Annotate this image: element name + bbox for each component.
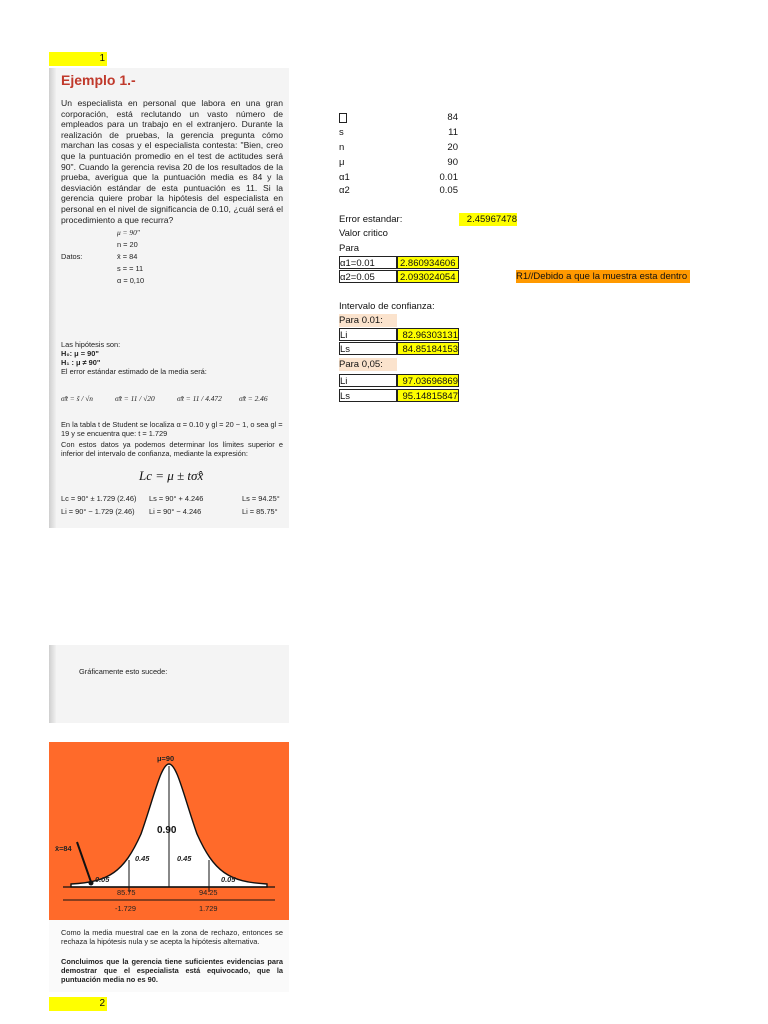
t-right-value: 1.729: [199, 904, 218, 913]
var-label-xbar[interactable]: [339, 111, 347, 124]
dato-mu: μ = 90": [117, 228, 140, 237]
calc-li-result: Li = 85.75°: [242, 507, 278, 516]
null-hypothesis: H₀: μ = 90": [61, 349, 99, 358]
example-title: Ejemplo 1.-: [61, 72, 136, 88]
right-mid-area: 0.45: [177, 854, 192, 863]
calc-ls-result: Ls = 94.25°: [242, 494, 280, 503]
graph-caption: Gráficamente esto sucede:: [79, 667, 168, 676]
var-label-mu[interactable]: μ: [339, 157, 345, 168]
var-value-xbar[interactable]: 84: [447, 112, 458, 123]
t-left-value: -1.729: [115, 904, 136, 913]
int2-li-label[interactable]: Li: [339, 374, 397, 387]
para-005-label[interactable]: Para 0,05:: [339, 358, 397, 371]
calc-ls-step: Ls = 90° + 4.246: [149, 494, 204, 503]
example-scan: [49, 68, 289, 528]
crit-label-1[interactable]: α1=0.01: [339, 256, 397, 269]
var-value-alpha1[interactable]: 0.01: [439, 172, 458, 183]
var-label-s[interactable]: s: [339, 127, 344, 138]
se-formula-1: σ̂x̄ = ŝ / √n: [61, 394, 93, 403]
missing-glyph-icon: [339, 113, 347, 123]
conclusion-rejection: Como la media muestral cae en la zona de rechazo, entonces se rechaza la hipótesis nula y se acepta la hipótesis alternativa.: [61, 928, 283, 947]
calc-li: Li = 90° − 1.729 (2.46): [61, 507, 135, 516]
page-marker-2: 2: [49, 997, 107, 1011]
int1-ls-value[interactable]: 84.85184153: [397, 342, 459, 355]
se-formula-2: σ̂x̄ = 11 / √20: [115, 394, 155, 403]
se-formula-4: σ̂x̄ = 2.46: [239, 394, 268, 403]
int2-ls-value[interactable]: 95.14815847: [397, 389, 459, 402]
r1-note[interactable]: R1//Debido a que la muestra esta dentro: [516, 270, 690, 283]
calc-li-step: Li = 90° − 4.246: [149, 507, 202, 516]
conclusion-final: Concluimos que la gerencia tiene suficientes evidencias para demostrar que el especialista está equivocado, que la puntuación media no es 90.: [61, 957, 283, 985]
error-label[interactable]: Error estandar:: [339, 214, 403, 225]
xbar-label: x̄=84: [55, 844, 72, 853]
main-formula: Lc = μ ± tσ̂x̄: [139, 468, 204, 483]
problem-statement: Un especialista en personal que labora en una gran corporación, está reclutando un vasto número de empleados para un trabajo en el extranjero. Durante la realización de pruebas, la gerencia pregunta cómo marchan las cosas y el especialista contesta: "Bien, creo que la puntuación promedio en el test de actitudes será 90". Cuando la gerencia revisa 20 de los resultados de la prueba, averigua que la puntuación media es 84 y la desviación estándar de esta puntuación es 11. Si la gerencia quiere probar la hipótesis del especialista en personal en el nivel de significancia de 0.10, ¿cuál será el procedimiento a que recurra?: [61, 98, 283, 225]
var-value-mu[interactable]: 90: [447, 157, 458, 168]
int2-ls-label[interactable]: Ls: [339, 389, 397, 402]
dato-n: n = 20: [117, 240, 138, 249]
hypotheses-title: Las hipótesis son:: [61, 340, 121, 349]
left-tail-area: 0.05: [95, 875, 110, 884]
crit-value-2[interactable]: 2.093024054: [397, 270, 459, 283]
var-value-s[interactable]: 11: [448, 127, 458, 138]
var-value-n[interactable]: 20: [447, 142, 458, 153]
conclusion-scan: [49, 920, 289, 992]
se-formula-3: σ̂x̄ = 11 / 4.472: [177, 394, 222, 403]
int1-li-label[interactable]: Li: [339, 328, 397, 341]
mu-label: μ=90: [157, 754, 175, 763]
t-table-line: En la tabla t de Student se localiza α = 0.10 y gl = 20 − 1, o sea gl = 19 y se encuentra que: t = 1.729: [61, 420, 283, 439]
error-value[interactable]: 2.45967478: [459, 213, 517, 226]
int1-ls-label[interactable]: Ls: [339, 342, 397, 355]
ls-value: 94.25: [199, 888, 218, 897]
datos-label: Datos:: [61, 252, 83, 261]
dato-alpha: α = 0,10: [117, 276, 145, 285]
dato-s: s = = 11: [117, 264, 144, 273]
dato-xbar: x̄ = 84: [117, 252, 138, 261]
left-mid-area: 0.45: [135, 854, 150, 863]
right-tail-area: 0.05: [221, 875, 236, 884]
valor-critico-label[interactable]: Valor critico: [339, 228, 388, 239]
limits-intro: Con estos datos ya podemos determinar los límites superior e inferior del intervalo de confianza, mediante la expresión:: [61, 440, 283, 459]
alt-hypothesis: H₁ : μ ≠ 90": [61, 358, 101, 367]
center-area: 0.90: [157, 825, 177, 836]
var-label-alpha1[interactable]: α1: [339, 172, 350, 183]
var-label-alpha2[interactable]: α2: [339, 185, 350, 196]
calc-lc: Lc = 90° ± 1.729 (2.46): [61, 494, 137, 503]
crit-label-2[interactable]: α2=0.05: [339, 270, 397, 283]
var-value-alpha2[interactable]: 0.05: [439, 185, 458, 196]
std-error-title: El error estándar estimado de la media será:: [61, 367, 207, 376]
para-label[interactable]: Para: [339, 243, 360, 254]
crit-value-1[interactable]: 2.860934606: [397, 256, 459, 269]
distribution-graph: [49, 742, 289, 920]
int2-li-value[interactable]: 97.03696869: [397, 374, 459, 387]
li-value: 85.75: [117, 888, 136, 897]
page-marker-1: 1: [49, 52, 107, 66]
para-001-label[interactable]: Para 0.01:: [339, 314, 397, 327]
var-label-n[interactable]: n: [339, 142, 345, 153]
int1-li-value[interactable]: 82.96303131: [397, 328, 459, 341]
graph-caption-scan: [49, 645, 289, 723]
intervalo-title[interactable]: Intervalo de confianza:: [339, 301, 435, 312]
